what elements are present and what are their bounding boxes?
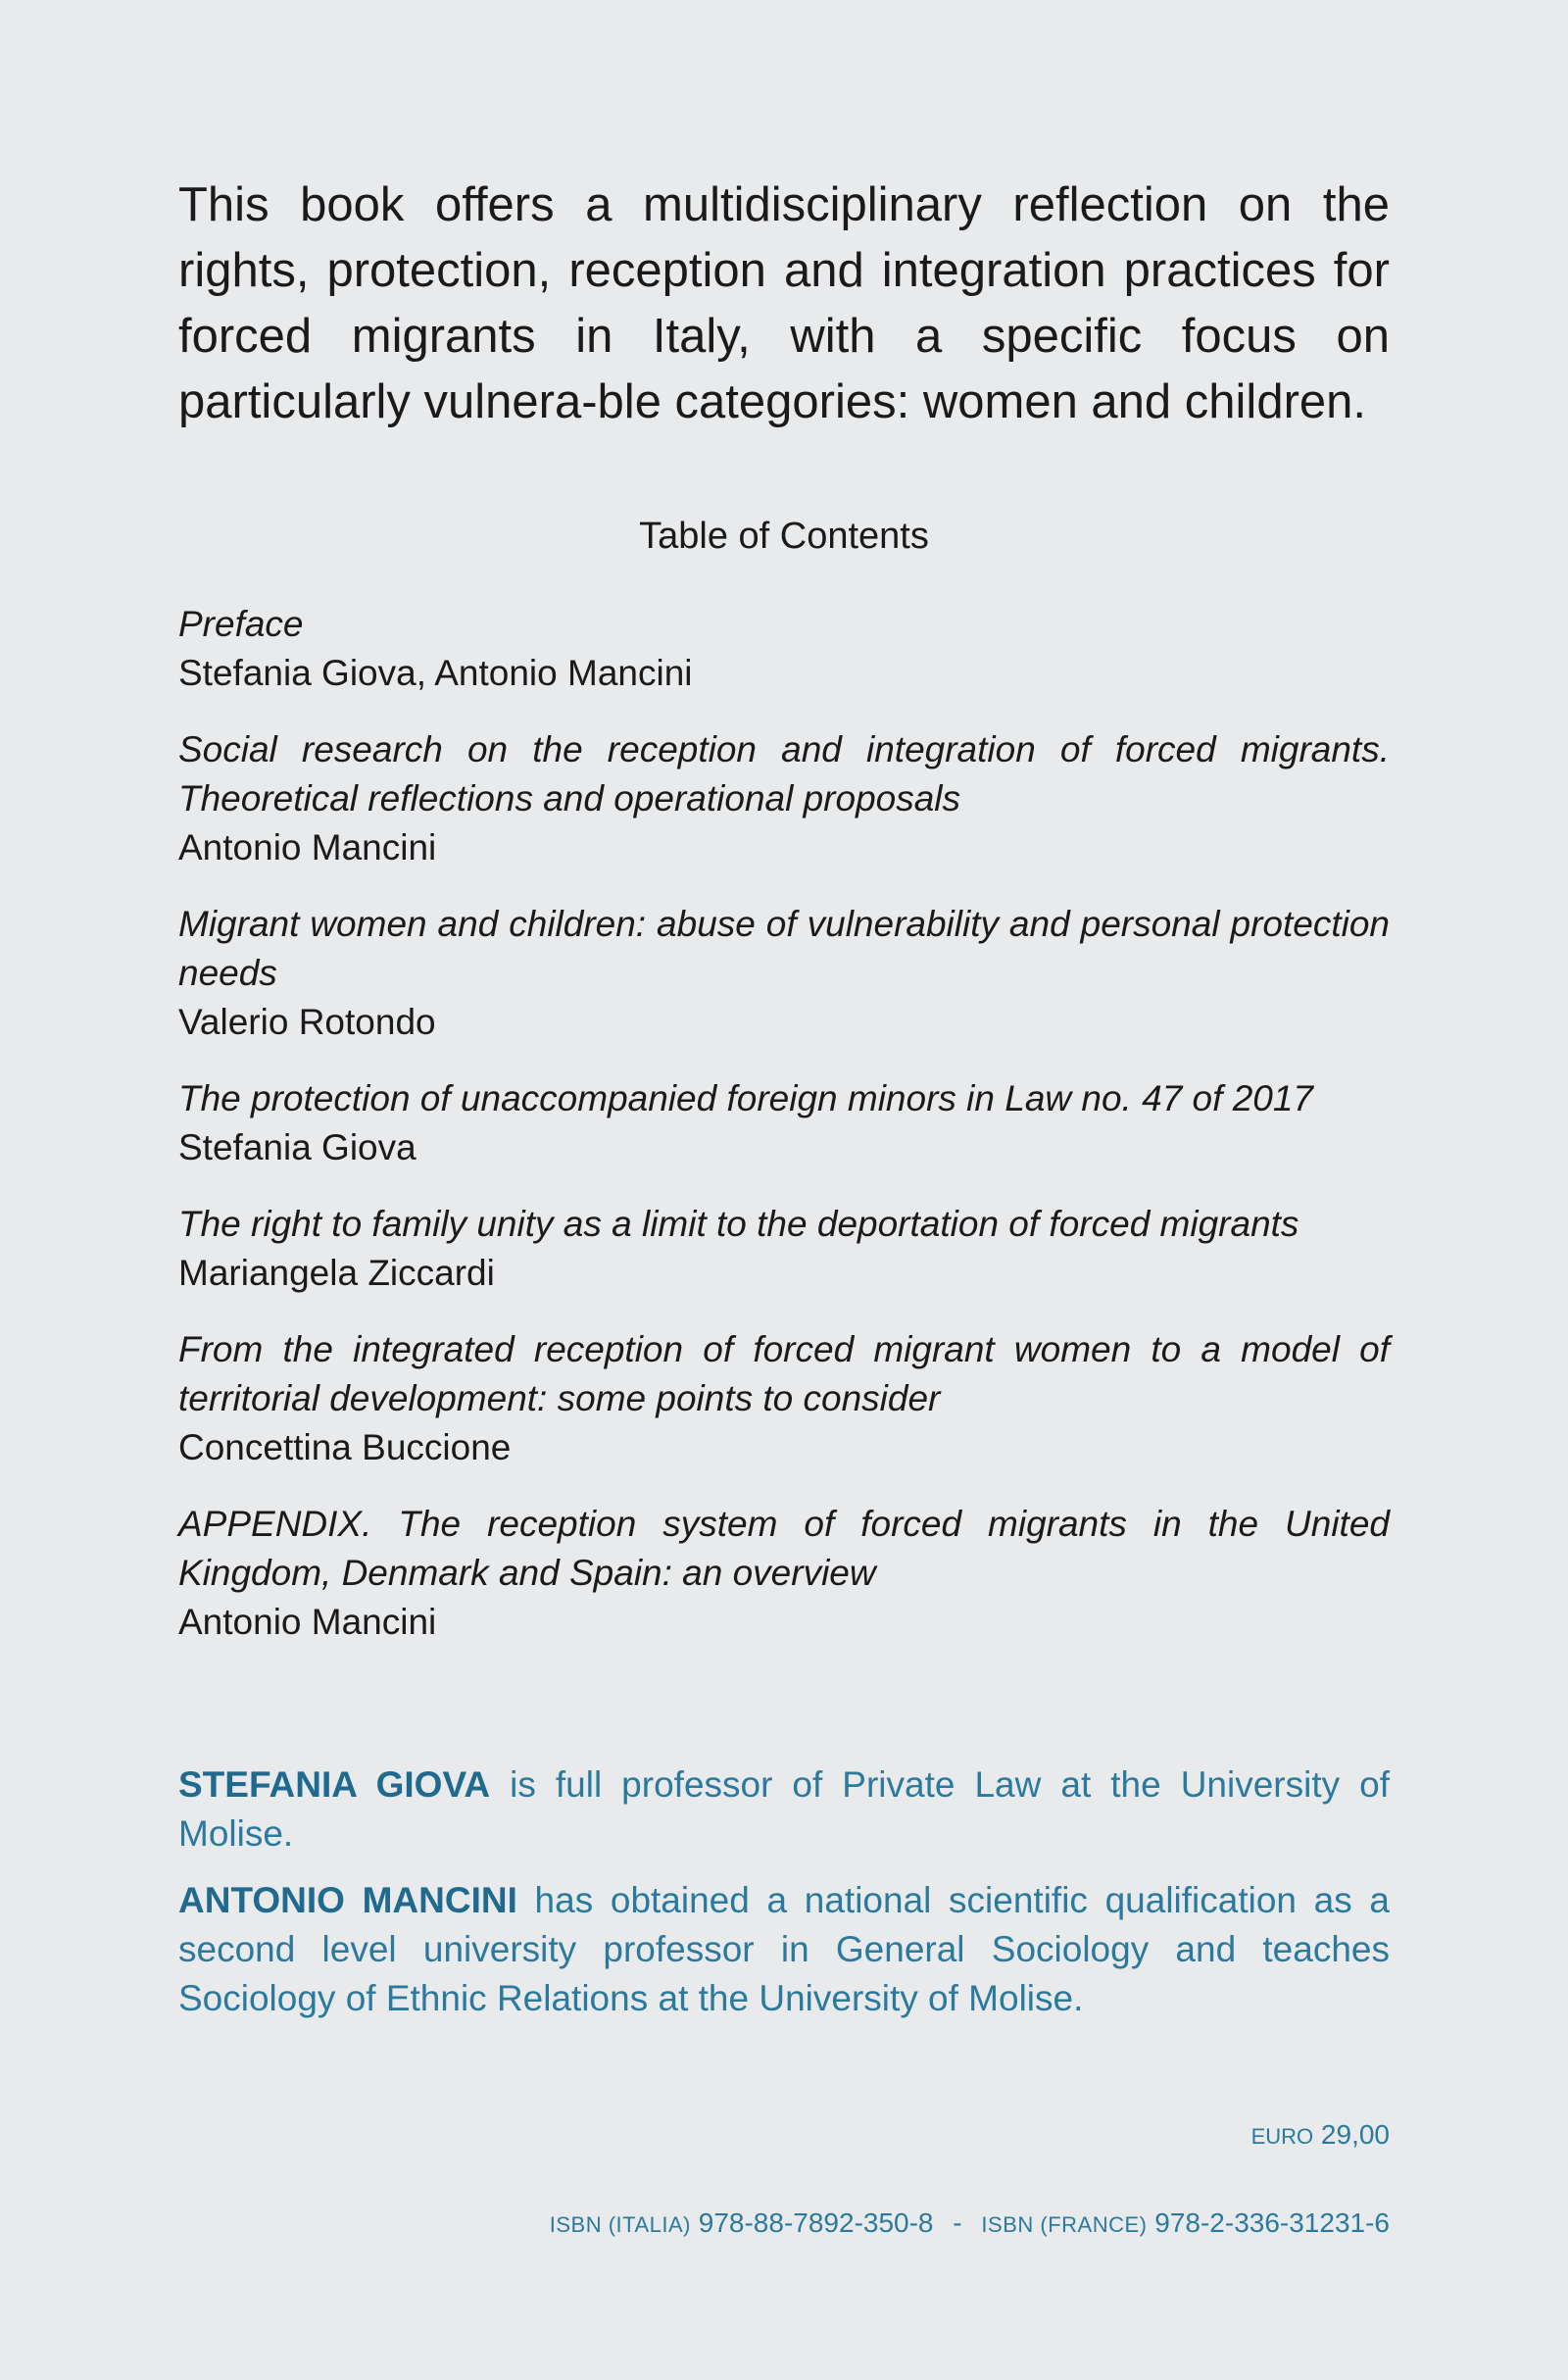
book-blurb: This book offers a multidisciplinary reflection on the rights, protection, reception and integration practices for forced migrants in Italy, with a specific focus on particularly vulnera-ble categories: women and children.: [178, 178, 1390, 428]
author-bios: [178, 1760, 1390, 2023]
toc-entry: [178, 1500, 1390, 1647]
isbn-france-label: ISBN (FRANCE): [981, 2212, 1148, 2237]
author-bio-giova: [178, 1760, 1390, 1859]
chapter-author: Mariangela Ziccardi: [178, 1253, 495, 1293]
price-currency: EURO: [1250, 2124, 1314, 2149]
chapter-author: Concettina Buccione: [178, 1427, 512, 1467]
author-description: has obtained a national scientific qualification as a second level university professor in General Sociology and teaches Sociology of Ethnic Relations at the University of Molise.: [178, 1880, 1390, 2018]
toc-entry: [178, 1325, 1390, 1472]
chapter-author: Antonio Mancini: [178, 827, 437, 868]
chapter-title: Social research on the reception and integration of forced migrants. Theoretical reflections and operational proposals: [178, 729, 1390, 818]
isbn-italy-number: 978-88-7892-350-8: [698, 2207, 934, 2238]
chapter-author: Stefania Giova: [178, 1127, 416, 1167]
toc-entry: [178, 900, 1390, 1047]
price-amount: 29,00: [1320, 2119, 1390, 2150]
chapter-title: The right to family unity as a limit to the deportation of forced migrants: [178, 1204, 1299, 1244]
chapter-title: Migrant women and children: abuse of vulnerability and personal protection needs: [178, 904, 1390, 993]
isbn-separator: -: [953, 2207, 962, 2238]
cover-content: [178, 173, 1390, 2243]
chapter-title: The protection of unaccompanied foreign minors in Law no. 47 of 2017: [178, 1078, 1314, 1118]
toc-entry: [178, 600, 1390, 698]
isbn-italy-label: ISBN (ITALIA): [549, 2212, 691, 2237]
toc-entry: [178, 1074, 1390, 1172]
isbn-france-number: 978-2-336-31231-6: [1154, 2207, 1390, 2238]
isbn-line: [178, 2206, 1390, 2243]
author-bio-mancini: [178, 1876, 1390, 2023]
chapter-title: Preface: [178, 604, 304, 644]
chapter-title: From the integrated reception of forced migrant women to a model of territorial development: some points to consider: [178, 1329, 1390, 1418]
toc-heading: Table of Contents: [639, 516, 929, 557]
chapter-author: Antonio Mancini: [178, 1602, 437, 1642]
author-name: ANTONIO MANCINI: [178, 1880, 517, 1920]
chapter-author: Valerio Rotondo: [178, 1002, 436, 1042]
author-name: STEFANIA GIOVA: [178, 1764, 491, 1805]
author-description: is full professor of Private Law at the University of Molise.: [178, 1764, 1390, 1854]
price: [178, 2117, 1390, 2155]
toc-entry: [178, 1200, 1390, 1298]
table-of-contents: [178, 600, 1390, 1647]
chapter-author: Stefania Giova, Antonio Mancini: [178, 653, 693, 693]
toc-entry: [178, 725, 1390, 872]
chapter-title: APPENDIX. The reception system of forced migrants in the United Kingdom, Denmark and Spain: an overview: [178, 1504, 1390, 1593]
